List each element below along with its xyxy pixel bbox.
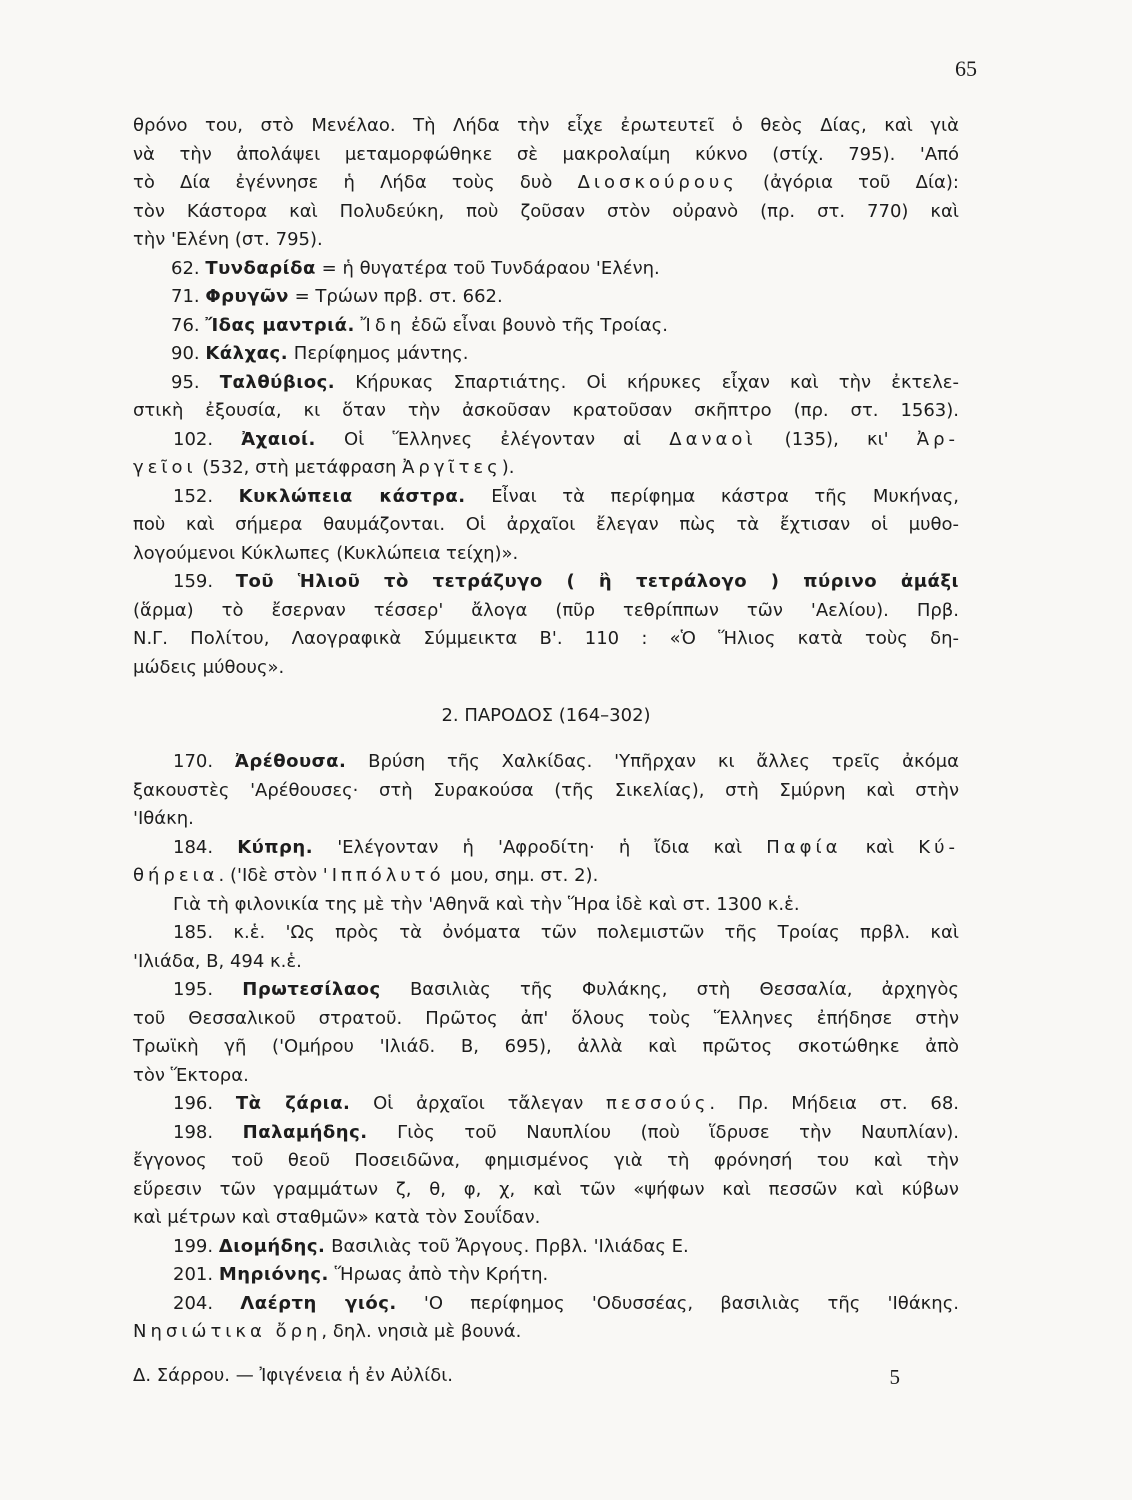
- text-run: Κήρυκας Σπαρτιάτης. Οἱ κήρυκες εἶχαν καὶ τὴν ἐκτελε-: [335, 371, 959, 393]
- text-run: 201.: [173, 1264, 219, 1285]
- note-keyword: Πρωτεσίλαος: [242, 979, 381, 1000]
- text-run: τὸ Δία ἐγέννησε ἡ Λήδα τοὺς δυὸ: [133, 172, 578, 193]
- text-run: 159.: [173, 571, 236, 592]
- note-keyword: Ἀχαιοί.: [241, 428, 316, 450]
- text-run: (ἅρμα) τὸ ἔσερναν τέσσερ' ἄλογα (πῦρ τεθρίππων τῶν 'Αελίου). Πρβ.: [133, 599, 959, 621]
- spaced-emphasis: Ἀργῖτες: [402, 457, 502, 478]
- text-run: , δηλ. νησιὰ μὲ βουνά.: [321, 1321, 522, 1342]
- spaced-emphasis: πεσσούς: [606, 1093, 710, 1114]
- text-run: Βρύση τῆς Χαλκίδας. 'Υπῆρχαν κι ἄλλες τρεῖς ἀκόμα: [346, 751, 959, 772]
- note-keyword: Τοῦ Ἡλιοῦ τὸ τετράζυγο ( ἢ τετράλογο ) πύρινο ἀμάξι: [235, 571, 959, 592]
- text-run: μου, σημ. στ. 2).: [444, 865, 599, 886]
- text-line: [133, 1318, 959, 1347]
- text-run: . ('Ιδὲ στὸν: [218, 865, 323, 886]
- spaced-emphasis: Δαναοὶ: [669, 428, 757, 450]
- text-line: [133, 112, 959, 141]
- spaced-emphasis: 'Ιππόλυτό: [322, 865, 445, 886]
- text-line: [133, 1147, 959, 1176]
- text-run: Οἱ ἀρχαῖοι τἄλεγαν: [350, 1093, 607, 1114]
- text-line: [133, 1176, 959, 1205]
- text-run: Εἶναι τὰ περίφημα κάστρα τῆς Μυκήνας,: [465, 485, 959, 507]
- text-run: νὰ τὴν ἀπολάψει μεταμορφώθηκε σὲ μακρολαίμη κύκνο (στίχ. 795). 'Από: [133, 143, 959, 165]
- text-run: = Τρώων πρβ. στ. 662.: [288, 286, 503, 307]
- text-run: Οἱ Ἕλληνες ἐλέγονταν αἱ: [315, 428, 670, 450]
- text-run: 'Ιθάκη.: [133, 808, 194, 829]
- text-run: 196.: [173, 1093, 236, 1114]
- text-line: [133, 483, 959, 512]
- note-keyword: Κύπρη.: [237, 836, 314, 858]
- spaced-emphasis: θήρεια: [133, 865, 219, 886]
- section-heading: 2. ΠΑΡΟΔΟΣ (164–302): [441, 705, 651, 726]
- text-run: Περίφημος μάντης.: [288, 343, 469, 364]
- text-line: [133, 226, 959, 255]
- text-run: 102.: [173, 428, 242, 450]
- text-line: [133, 312, 959, 341]
- text-run: Γιὸς τοῦ Ναυπλίου (ποὺ ἵδρυσε τὴν Ναυπλίαν).: [367, 1121, 959, 1143]
- spaced-emphasis: γεῖοι: [133, 457, 197, 478]
- text-run: θρόνο του, στὸ Μενέλαο. Τὴ Λήδα τὴν εἶχε ἐρωτευτεῖ ὁ θεὸς Δίας, καὶ γιὰ: [133, 115, 959, 136]
- text-line: [133, 777, 959, 806]
- text-run: ποὺ καὶ σήμερα θαυμάζονται. Οἱ ἀρχαῖοι ἔλεγαν πὼς τὰ ἔχτισαν οἱ μυθο-: [133, 514, 959, 535]
- text-run: 'Ελέγονταν ἡ 'Αφροδίτη· ἡ ἴδια καὶ: [313, 836, 767, 858]
- text-line: [133, 511, 959, 540]
- text-run: τοῦ Θεσσαλικοῦ στρατοῦ. Πρῶτος ἀπ' ὅλους τοὺς Ἕλληνες ἐπήδησε στὴν: [133, 1007, 959, 1029]
- page-number: 65: [955, 56, 977, 81]
- footer-book-title: Δ. Σάρρου. — Ἰφιγένεια ἡ ἐν Αὐλίδι.: [133, 1365, 454, 1386]
- text-run: (135), κι': [756, 428, 917, 450]
- text-line: [133, 283, 959, 312]
- text-run: 204.: [173, 1292, 241, 1314]
- text-run: 62.: [171, 257, 206, 279]
- text-line: [133, 862, 959, 891]
- text-run: Ἥρωας ἀπὸ τὴν Κρήτη.: [328, 1264, 549, 1285]
- text-line: [133, 919, 959, 948]
- note-keyword: Τὰ ζάρια.: [235, 1093, 351, 1114]
- text-line: [133, 169, 959, 198]
- text-line: [133, 1062, 959, 1091]
- spaced-emphasis: Νησιώτικα ὄρη: [133, 1321, 322, 1342]
- text-run: 76.: [171, 314, 206, 336]
- text-line: [133, 1290, 959, 1319]
- text-run: 95.: [171, 371, 220, 393]
- text-run: ἐδῶ εἶναι βουνὸ τῆς Τροίας.: [405, 314, 668, 336]
- text-run: τὸν Ἕκτορα.: [133, 1064, 249, 1086]
- text-line: [133, 369, 959, 398]
- page-footer: [133, 1365, 900, 1390]
- text-run: 185. κ.ἑ. 'Ως πρὸς τὰ ὀνόματα τῶν πολεμιστῶν τῆς Τροίας πρβλ. καὶ: [173, 922, 959, 943]
- text-line: [133, 834, 959, 863]
- text-run: μώδεις μύθους».: [133, 656, 285, 678]
- text-line: [133, 1033, 959, 1062]
- text-run: 'Ιλιάδα, Β, 494 κ.ἑ.: [133, 950, 302, 972]
- spaced-emphasis: Κύ-: [918, 836, 959, 858]
- text-run: = ἡ θυγατέρα τοῦ Τυνδάραου 'Ελένη.: [315, 257, 660, 279]
- text-run: 170.: [173, 751, 235, 772]
- note-keyword: Παλαμήδης.: [242, 1121, 368, 1143]
- text-run: ).: [501, 457, 515, 478]
- spaced-emphasis: Ἀρ-: [916, 428, 960, 450]
- note-keyword: Διομήδης.: [218, 1235, 326, 1257]
- text-run: ξακουστὲς 'Αρέθουσες· στὴ Συρακούσα (τῆς Σικελίας), στὴ Σμύρνη καὶ στὴν: [133, 779, 959, 801]
- text-line: [133, 948, 959, 977]
- text-line: [133, 454, 959, 483]
- text-line: [133, 397, 959, 426]
- text-run: . Πρ. Μήδεια στ. 68.: [709, 1093, 959, 1114]
- spaced-emphasis: Παφία: [766, 836, 842, 858]
- text-line: [133, 1005, 959, 1034]
- text-line: [133, 1204, 959, 1233]
- text-line: [133, 625, 959, 654]
- text-run: καὶ: [841, 836, 919, 858]
- text-line: [133, 1233, 959, 1262]
- text-run: Γιὰ τὴ φιλονικία της μὲ τὴν 'Αθηνᾶ καὶ τὴν Ἥρα ἰδὲ καὶ στ. 1300 κ.ἑ.: [173, 893, 800, 915]
- text-line: [133, 976, 959, 1005]
- text-line: [133, 891, 959, 920]
- note-keyword: Ταλθύβιος.: [219, 371, 336, 393]
- notes-block-2: [133, 748, 959, 1347]
- text-run: Βασιλιὰς τῆς Φυλάκης, στὴ Θεσσαλία, ἀρχηγὸς: [380, 979, 959, 1000]
- text-line: [133, 1090, 959, 1119]
- text-run: τὴν 'Ελένη (στ. 795).: [133, 229, 323, 250]
- text-run: ἔγγονος τοῦ θεοῦ Ποσειδῶνα, φημισμένος γιὰ τὴ φρόνησή του καὶ τὴν: [133, 1150, 959, 1171]
- text-line: [133, 198, 959, 227]
- spaced-emphasis: Διοσκούρους: [577, 172, 738, 193]
- text-line: [133, 748, 959, 777]
- text-line: [133, 568, 959, 597]
- text-line: [133, 1119, 959, 1148]
- text-run: (532, στὴ μετάφραση: [196, 457, 403, 478]
- note-keyword: Μηριόνης.: [218, 1264, 329, 1285]
- note-keyword: Λαέρτη γιός.: [240, 1292, 397, 1314]
- text-run: Ν.Γ. Πολίτου, Λαογραφικὰ Σύμμεικτα Β'. 110 : «Ὁ Ἥλιος κατὰ τοὺς δη-: [133, 628, 959, 649]
- text-run: τὸν Κάστορα καὶ Πολυδεύκη, ποὺ ζοῦσαν στὸν οὐρανὸ (πρ. στ. 770) καὶ: [133, 200, 959, 222]
- document-body: [133, 112, 959, 1347]
- text-run: 90.: [171, 343, 206, 364]
- note-keyword: Ἴδας μαντριά.: [205, 314, 355, 336]
- text-run: 184.: [173, 836, 238, 858]
- text-run: 152.: [173, 485, 239, 507]
- text-line: [133, 1261, 959, 1290]
- note-keyword: Τυνδαρίδα: [205, 257, 316, 279]
- footer-signature-mark: 5: [889, 1365, 900, 1389]
- text-run: καὶ μέτρων καὶ σταθμῶν» κατὰ τὸν Σουΐδαν.: [133, 1207, 541, 1228]
- text-run: λογούμενοι Κύκλωπες (Κυκλώπεια τείχη)».: [133, 542, 519, 564]
- text-line: [133, 540, 959, 569]
- text-line: [133, 654, 959, 683]
- note-keyword: Φρυγῶν: [205, 286, 289, 307]
- text-run: 195.: [173, 979, 243, 1000]
- text-line: [133, 340, 959, 369]
- notes-block-1: [133, 112, 959, 682]
- note-keyword: Κυκλώπεια κάστρα.: [238, 485, 466, 507]
- text-run: 'Ο περίφημος 'Οδυσσέας, βασιλιὰς τῆς 'Ιθάκης.: [396, 1292, 959, 1314]
- text-run: Βασιλιὰς τοῦ Ἄργους. Πρβλ. 'Ιλιάδας Ε.: [325, 1235, 689, 1257]
- text-line: [133, 141, 959, 170]
- text-line: [133, 255, 959, 284]
- text-line: [133, 597, 959, 626]
- spaced-emphasis: Ἴδη: [360, 314, 406, 336]
- text-run: 199.: [173, 1235, 219, 1257]
- text-run: 198.: [173, 1121, 243, 1143]
- text-line: [133, 805, 959, 834]
- text-run: (ἀγόρια τοῦ Δία):: [737, 172, 959, 193]
- text-run: Τρωϊκὴ γῆ ('Ομήρου 'Ιλιάδ. Β, 695), ἀλλὰ καὶ πρῶτος σκοτώθηκε ἀπὸ: [133, 1036, 959, 1057]
- note-keyword: Κάλχας.: [205, 343, 289, 364]
- text-run: εὕρεσιν τῶν γραμμάτων ζ, θ, φ, χ, καὶ τῶν «ψήφων καὶ πεσσῶν καὶ κύβων: [133, 1178, 959, 1200]
- note-keyword: Ἀρέθουσα.: [234, 751, 347, 772]
- text-run: 71.: [171, 286, 206, 307]
- text-line: [133, 426, 959, 455]
- text-run: στικὴ ἐξουσία, κι ὅταν τὴν ἀσκοῦσαν κρατοῦσαν σκῆπτρο (πρ. στ. 1563).: [133, 400, 959, 421]
